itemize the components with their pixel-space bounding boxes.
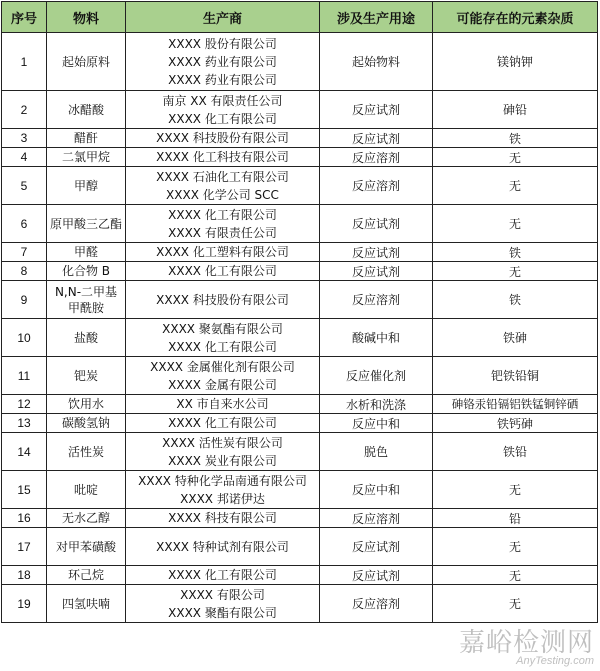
table-row	[2, 585, 598, 623]
table-row	[2, 205, 598, 243]
manufacturer-line: XXXX 有限公司	[180, 587, 265, 602]
cell-impurities: 无	[433, 528, 598, 566]
table-row	[2, 167, 598, 205]
header-manufacturer: 生产商	[126, 2, 320, 33]
cell-material: 甲醇	[47, 167, 126, 205]
cell-use: 反应溶剂	[320, 585, 433, 623]
cell-material: 环己烷	[47, 566, 126, 585]
header-material: 物料	[47, 2, 126, 33]
cell-impurities: 钯铁铅铜	[433, 357, 598, 395]
cell-manufacturer	[126, 395, 320, 414]
manufacturer-line: XXXX 药业有限公司	[168, 72, 277, 87]
cell-impurities: 无	[433, 148, 598, 167]
cell-no: 7	[2, 243, 47, 262]
table-row	[2, 33, 598, 91]
header-row	[2, 2, 598, 33]
manufacturer-line: XXXX 化工有限公司	[168, 264, 277, 278]
header-no: 序号	[2, 2, 47, 33]
table-row	[2, 281, 598, 319]
cell-impurities: 无	[433, 167, 598, 205]
cell-use: 起始物料	[320, 33, 433, 91]
cell-impurities: 铁	[433, 129, 598, 148]
cell-material: 活性炭	[47, 433, 126, 471]
manufacturer-line: XXXX 有限责任公司	[168, 225, 277, 240]
manufacturer-line: XXXX 特种试剂有限公司	[156, 539, 289, 554]
cell-manufacturer	[126, 91, 320, 129]
cell-no: 6	[2, 205, 47, 243]
cell-material: N,N-二甲基甲酰胺	[47, 281, 126, 319]
cell-no: 8	[2, 262, 47, 281]
cell-no: 12	[2, 395, 47, 414]
cell-material: 无水乙醇	[47, 509, 126, 528]
cell-no: 18	[2, 566, 47, 585]
cell-use: 反应试剂	[320, 205, 433, 243]
watermark-text: 嘉峪检测网	[458, 628, 594, 658]
cell-no: 2	[2, 91, 47, 129]
table-row	[2, 528, 598, 566]
cell-no: 3	[2, 129, 47, 148]
cell-manufacturer	[126, 281, 320, 319]
cell-manufacturer	[126, 243, 320, 262]
cell-use: 反应溶剂	[320, 509, 433, 528]
manufacturer-line: XXXX 聚酯有限公司	[168, 605, 277, 620]
table-row	[2, 148, 598, 167]
manufacturer-line: XXXX 金属有限公司	[168, 377, 277, 392]
cell-material: 饮用水	[47, 395, 126, 414]
cell-material: 碳酸氢钠	[47, 414, 126, 433]
cell-material: 对甲苯磺酸	[47, 528, 126, 566]
cell-impurities: 铁砷	[433, 319, 598, 357]
header-impurities: 可能存在的元素杂质	[433, 2, 598, 33]
manufacturer-line: XXXX 活性炭有限公司	[162, 435, 283, 450]
cell-material: 冰醋酸	[47, 91, 126, 129]
cell-use: 水析和洗涤	[320, 395, 433, 414]
cell-no: 1	[2, 33, 47, 91]
cell-material: 钯炭	[47, 357, 126, 395]
manufacturer-line: XXXX 化工塑料有限公司	[156, 245, 289, 259]
manufacturer-line: XXXX 化工有限公司	[168, 339, 277, 354]
cell-impurities: 无	[433, 566, 598, 585]
manufacturer-line: XX 市自来水公司	[176, 397, 269, 411]
manufacturer-line: XXXX 邦诺伊达	[180, 491, 265, 506]
cell-impurities: 镁钠钾	[433, 33, 598, 91]
cell-no: 19	[2, 585, 47, 623]
manufacturer-line: XXXX 化工有限公司	[168, 207, 277, 222]
cell-manufacturer	[126, 585, 320, 623]
cell-no: 11	[2, 357, 47, 395]
cell-no: 4	[2, 148, 47, 167]
manufacturer-line: XXXX 科技有限公司	[168, 511, 277, 525]
table-row	[2, 243, 598, 262]
cell-no: 5	[2, 167, 47, 205]
cell-use: 脱色	[320, 433, 433, 471]
manufacturer-line: XXXX 药业有限公司	[168, 54, 277, 69]
cell-no: 14	[2, 433, 47, 471]
cell-manufacturer	[126, 357, 320, 395]
manufacturer-line: XXXX 化工有限公司	[168, 111, 277, 126]
cell-manufacturer	[126, 262, 320, 281]
cell-no: 15	[2, 471, 47, 509]
cell-manufacturer	[126, 319, 320, 357]
manufacturer-line: XXXX 金属催化剂有限公司	[150, 359, 295, 374]
cell-use: 反应试剂	[320, 91, 433, 129]
cell-manufacturer	[126, 414, 320, 433]
manufacturer-line: XXXX 化工有限公司	[168, 416, 277, 430]
manufacturer-line: XXXX 科技股份有限公司	[156, 292, 289, 307]
table-row	[2, 566, 598, 585]
cell-manufacturer	[126, 148, 320, 167]
cell-manufacturer	[126, 566, 320, 585]
cell-impurities: 无	[433, 205, 598, 243]
manufacturer-line: XXXX 化学公司 SCC	[166, 187, 279, 202]
watermark-url: AnyTesting.com	[516, 655, 594, 667]
cell-material: 吡啶	[47, 471, 126, 509]
table-row	[2, 357, 598, 395]
cell-use: 反应试剂	[320, 129, 433, 148]
cell-use: 反应溶剂	[320, 167, 433, 205]
cell-manufacturer	[126, 471, 320, 509]
manufacturer-line: XXXX 股份有限公司	[168, 36, 277, 51]
manufacturer-line: 南京 XX 有限责任公司	[162, 93, 283, 108]
cell-impurities: 无	[433, 471, 598, 509]
table-body	[2, 33, 598, 623]
cell-impurities: 砷铬汞铅镉铝铁锰铜锌硒	[433, 395, 598, 414]
table-row	[2, 433, 598, 471]
cell-use: 酸碱中和	[320, 319, 433, 357]
manufacturer-line: XXXX 特种化学品南通有限公司	[138, 473, 307, 488]
cell-material: 化合物 B	[47, 262, 126, 281]
cell-manufacturer	[126, 205, 320, 243]
cell-material: 原甲酸三乙酯	[47, 205, 126, 243]
cell-impurities: 铁	[433, 243, 598, 262]
table-row	[2, 471, 598, 509]
cell-material: 起始原料	[47, 33, 126, 91]
table-row	[2, 509, 598, 528]
cell-material: 甲醛	[47, 243, 126, 262]
table-row	[2, 395, 598, 414]
cell-no: 17	[2, 528, 47, 566]
table-row	[2, 319, 598, 357]
cell-use: 反应试剂	[320, 528, 433, 566]
cell-impurities: 铁钙砷	[433, 414, 598, 433]
cell-material: 四氢呋喃	[47, 585, 126, 623]
cell-impurities: 铅	[433, 509, 598, 528]
cell-manufacturer	[126, 33, 320, 91]
table-row	[2, 262, 598, 281]
header-use: 涉及生产用途	[320, 2, 433, 33]
manufacturer-line: XXXX 化工科技有限公司	[156, 150, 289, 164]
cell-no: 10	[2, 319, 47, 357]
cell-manufacturer	[126, 167, 320, 205]
cell-manufacturer	[126, 509, 320, 528]
table-row	[2, 414, 598, 433]
manufacturer-line: XXXX 炭业有限公司	[168, 453, 277, 468]
watermark	[459, 622, 594, 667]
cell-manufacturer	[126, 433, 320, 471]
cell-no: 13	[2, 414, 47, 433]
cell-impurities: 铁铅	[433, 433, 598, 471]
cell-material: 盐酸	[47, 319, 126, 357]
cell-use: 反应中和	[320, 471, 433, 509]
cell-material: 醋酐	[47, 129, 126, 148]
cell-use: 反应试剂	[320, 243, 433, 262]
cell-use: 反应催化剂	[320, 357, 433, 395]
cell-impurities: 无	[433, 585, 598, 623]
cell-impurities: 铁	[433, 281, 598, 319]
cell-use: 反应溶剂	[320, 281, 433, 319]
table-row	[2, 129, 598, 148]
cell-use: 反应溶剂	[320, 148, 433, 167]
cell-no: 9	[2, 281, 47, 319]
manufacturer-line: XXXX 化工有限公司	[168, 568, 277, 582]
manufacturer-line: XXXX 聚氨酯有限公司	[162, 321, 283, 336]
cell-use: 反应试剂	[320, 262, 433, 281]
cell-use: 反应试剂	[320, 566, 433, 585]
table-row	[2, 91, 598, 129]
cell-use: 反应中和	[320, 414, 433, 433]
manufacturer-line: XXXX 科技股份有限公司	[156, 131, 289, 145]
manufacturer-line: XXXX 石油化工有限公司	[156, 169, 289, 184]
cell-no: 16	[2, 509, 47, 528]
impurity-table	[1, 1, 598, 623]
cell-impurities: 砷铅	[433, 91, 598, 129]
cell-manufacturer	[126, 129, 320, 148]
cell-material: 二氯甲烷	[47, 148, 126, 167]
cell-impurities: 无	[433, 262, 598, 281]
cell-manufacturer	[126, 528, 320, 566]
